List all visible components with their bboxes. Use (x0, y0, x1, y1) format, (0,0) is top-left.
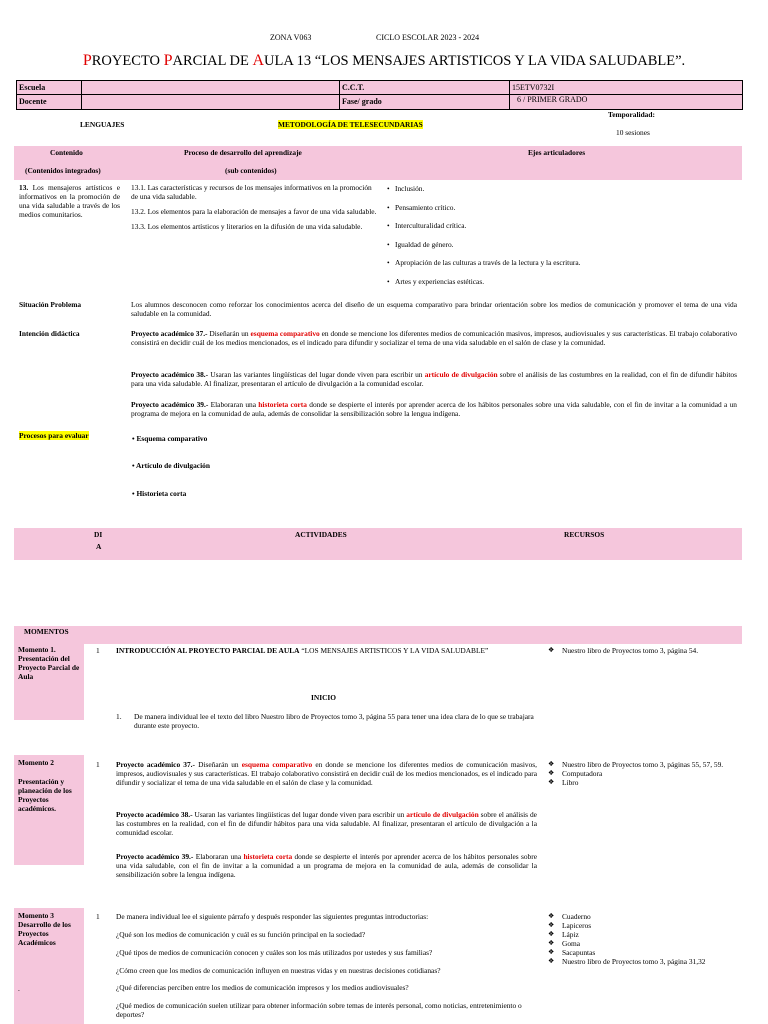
situacion-text: Los alumnos desconocen como reforzar los conocimientos acerca del diseño de un esquema comparativo para brindar orientación sobre los medios de comunicación y promover el tema de una vida saludable en la comunidad. (131, 300, 737, 318)
question-item: ¿Qué tipos de medios de comunicación conocen y cuáles son los más utilizados por ustedes y sus familias? (116, 948, 433, 957)
eje-item: • Artes y experiencias estéticas. (386, 277, 736, 286)
momento-2-subtitle: Presentación y planeación de los Proyectos académicos. (18, 777, 72, 813)
intencion-p37: Proyecto académico 37.- Diseñarán un esquema comparativo en donde se mencione los diferentes medios de comunicación masivos, impresos, audiovisuales y sus características. El trabajo colaborativo consistirá en decidir cuál de los medios mencionados, es el indicado para difundir y socializar el tema de una vida saludable en el salón de clase y la comunidad. (131, 329, 737, 347)
eje-item: • Apropiación de las culturas a través de la lectura y la escritura. (386, 258, 736, 267)
momento-1-recursos (548, 646, 738, 655)
momento-1-day: 1 (96, 646, 100, 655)
activities-header (14, 528, 742, 560)
recurso-item: ❖ Cuaderno (548, 912, 738, 921)
eje-item: • Interculturalidad crítica. (386, 221, 736, 230)
momento-1-label: Momento 1. Presentación del Proyecto Parcial de Aula (14, 644, 84, 720)
page-title: PROYECTO PARCIAL DE AULA 13 “LOS MENSAJES ARTISTICOS Y LA VIDA SALUDABLE”. (82, 52, 686, 69)
proceso-header: Proceso de desarrollo del aprendizaje (184, 148, 302, 157)
momento-2-p39: Proyecto académico 39.- Elaboraran una historieta corta donde se despierte el interés por aprender acerca de los hábitos personales sobre una vida saludable, con el fin de invitar a la comunidad a un programa de mejora en la comunidad de aula, además de consolidar la sensibilización sobre la lengua indígena. (116, 852, 537, 879)
momento-2-recursos (548, 760, 738, 787)
recurso-item: ❖ Lapiceros (548, 921, 738, 930)
subcontenido-item: 13.2. Los elementos para la elaboración de mensajes a favor de una vida saludable. (131, 207, 377, 216)
momento-3-label: Momento 3 Desarrollo de los Proyectos Académicos (18, 911, 71, 947)
momento-3-cell (14, 908, 84, 1024)
cct-label: C.C.T. (342, 83, 365, 92)
ejes-list (386, 184, 736, 295)
momento-3-intro: De manera individual lee el siguiente párrafo y después responder las siguientes preguntas introductorias: (116, 912, 429, 921)
momento-2-day: 1 (96, 760, 100, 769)
momentos-label: MOMENTOS (24, 627, 69, 636)
recurso-item: ❖ Computadora (548, 769, 738, 778)
question-item: ¿Cómo creen que los medios de comunicación influyen en nuestras vidas y en nuestras decisiones cotidianas? (116, 966, 441, 975)
intencion-p39: Proyecto académico 39.- Elaboraran una historieta corta donde se despierte el interés por aprender acerca de los hábitos personales sobre una vida saludable, con el fin de invitar a la comunidad a un programa de mejora en la comunidad de aula, además de consolidar la sensibilización sobre la lengua indígena. (131, 400, 737, 418)
actividades-header: ACTIVIDADES (295, 530, 347, 539)
proceso-item: • Historieta corta (132, 489, 187, 498)
contenido-text: 13. Los mensajeros artísticos e informativos en la promoción de una vida saludable a través de los medios comunitarios. (19, 183, 120, 219)
situacion-label: Situación Problema (19, 300, 82, 309)
recurso-item: ❖ Lápiz (548, 930, 738, 939)
momento-2-title: Momento 2 (18, 758, 54, 767)
momento-3-dot: . (18, 984, 20, 993)
recurso-item: ❖ Nuestro libro de Proyectos tomo 3, páginas 55, 57, 59. (548, 760, 738, 769)
docente-label: Docente (19, 97, 47, 106)
eje-item: • Igualdad de género. (386, 240, 736, 249)
subcontenidos-header: (sub contenidos) (225, 166, 277, 175)
recurso-item: ❖ Libro (548, 778, 738, 787)
contenidos-integrados-header: (Contenidos integrados) (25, 166, 101, 175)
subcontenidos-list (131, 183, 379, 231)
metodologia-label: METODOLOGÍA DE TELESECUNDARIAS (278, 120, 423, 129)
recurso-item: ❖ Nuestro libro de Proyectos tomo 3, página 31,32 (548, 957, 738, 966)
momento-1-item-num: 1. (116, 712, 122, 721)
recurso-item: ❖ Nuestro libro de Proyectos tomo 3, página 54. (548, 646, 738, 655)
recurso-item: ❖ Sacapuntas (548, 948, 738, 957)
proceso-item: • Esquema comparativo (132, 434, 208, 443)
intencion-label: Intención didáctica (19, 329, 80, 338)
contenido-header: Contenido (50, 148, 83, 157)
procesos-label: Procesos para evaluar (19, 431, 89, 440)
content-header (14, 146, 742, 180)
proceso-item: • Artículo de divulgación (132, 461, 210, 470)
momentos-header (14, 626, 742, 644)
momento-2-cell (14, 755, 84, 865)
eje-item: • Pensamiento crítico. (386, 203, 736, 212)
recurso-item: ❖ Goma (548, 939, 738, 948)
subcontenido-item: 13.3. Los elementos artísticos y literarios en la difusión de una vida saludable. (131, 222, 363, 231)
zona-label: ZONA V063 (270, 33, 312, 42)
eje-item: • Inclusión. (386, 184, 736, 193)
escuela-label: Escuela (19, 83, 46, 92)
dia-header: DI (94, 530, 103, 539)
momento-2-p37: Proyecto académico 37.- Diseñarán un esquema comparativo en donde se mencione los diferentes medios de comunicación masivos, impresos, audiovisuales y sus características. El trabajo colaborativo consistirá en decidir cuál de los medios mencionados, es el indicado para difundir y socializar el tema de una vida saludable en el salón de clase y la comunidad. (116, 760, 537, 787)
dia-header-2: A (96, 542, 102, 551)
lenguajes-label: LENGUAJES (80, 120, 125, 129)
ciclo-label: CICLO ESCOLAR 2023 - 2024 (376, 33, 480, 42)
fase-label: Fase/ grado (342, 97, 382, 106)
temporalidad-value: 10 sesiones (616, 128, 650, 137)
subcontenido-item: 13.1. Las características y recursos de los mensajes informativos en la promoción de una vida saludable. (131, 183, 372, 201)
fase-value: 6 / PRIMER GRADO (517, 95, 588, 104)
question-item: ¿Qué diferencias perciben entre los medios de comunicación impresos y los medios audiovisuales? (116, 983, 409, 992)
info-table (16, 80, 743, 110)
momento-1-item-text: De manera individual lee el texto del libro Nuestro libro de Proyectos tomo 3, página 55 para tener una idea clara de lo que se trabajara durante este proyecto. (134, 712, 534, 730)
cct-value: 15ETV0732I (512, 83, 555, 92)
momento-2-p38: Proyecto académico 38.- Usaran las variantes lingüísticas del lugar donde viven para escribir un artículo de divulgación sobre el análisis de las costumbres en la realidad, con el fin de difundir hábitos para una vida saludable. Al finalizar, presentaran el artículo de divulgación a la comunidad escolar. (116, 810, 537, 837)
temporalidad-label: Temporalidad: (608, 110, 655, 119)
momento-3-day: 1 (96, 912, 100, 921)
question-item: ¿Qué medios de comunicación suelen utilizar para obtener información sobre temas de interés personal, como noticias, entretenimiento o deportes? (116, 1001, 522, 1019)
momento-1-intro: INTRODUCCIÓN AL PROYECTO PARCIAL DE AULA “LOS MENSAJES ARTISTICOS Y LA VIDA SALUDABLE” (116, 646, 489, 655)
ejes-header: Ejes articuladores (528, 148, 586, 157)
intencion-p38: Proyecto académico 38.- Usaran las variantes lingüísticas del lugar donde viven para escribir un artículo de divulgación sobre el análisis de las costumbres en la realidad, con el fin de difundir hábitos para una vida saludable. Al finalizar, presentaran el artículo de divulgación a la comunidad escolar. (131, 370, 737, 388)
question-item: ¿Qué son los medios de comunicación y cuál es su función principal en la sociedad? (116, 930, 366, 939)
inicio-label: INICIO (311, 693, 337, 702)
momento-3-recursos (548, 912, 738, 966)
recursos-header: RECURSOS (564, 530, 605, 539)
